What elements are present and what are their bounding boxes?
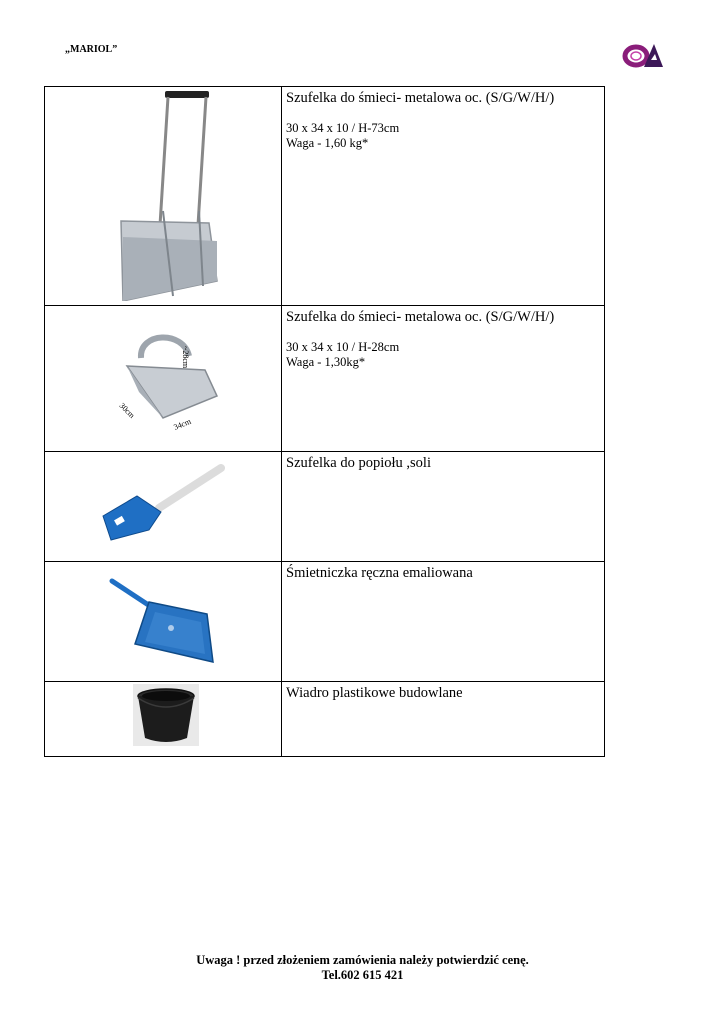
product-details-cell bbox=[282, 452, 605, 562]
metal-dustpan-icon bbox=[113, 326, 225, 438]
product-dimensions: 30 x 34 x 10 / H-73cm bbox=[286, 121, 400, 135]
product-image-cell bbox=[45, 682, 282, 757]
footer-phone: Tel.602 615 421 bbox=[321, 968, 404, 982]
product-details-cell bbox=[282, 562, 605, 682]
product-table bbox=[44, 86, 605, 757]
product-details-cell bbox=[282, 306, 605, 452]
product-name: Śmietniczka ręczna emaliowana bbox=[286, 565, 473, 581]
product-image-cell bbox=[45, 87, 282, 306]
product-row bbox=[45, 306, 605, 452]
product-details-cell bbox=[282, 87, 605, 306]
height-label: ~28cm bbox=[181, 346, 190, 369]
product-details-cell bbox=[282, 682, 605, 757]
product-dimensions: 30 x 34 x 10 / H-28cm bbox=[286, 340, 400, 354]
enamel-dustpan-icon bbox=[109, 578, 219, 666]
product-weight: Waga - 1,30kg* bbox=[286, 355, 366, 369]
product-image-cell bbox=[45, 306, 282, 452]
product-name: Wiadro plastikowe budowlane bbox=[286, 685, 463, 701]
footer-note: Uwaga ! przed złożeniem zamówienia należy potwierdzić cenę. bbox=[196, 953, 529, 967]
long-handle-metal-dustpan-icon bbox=[113, 91, 225, 301]
width-label: 34cm bbox=[172, 416, 193, 432]
product-weight: Waga - 1,60 kg* bbox=[286, 136, 369, 150]
product-row bbox=[45, 452, 605, 562]
product-row bbox=[45, 87, 605, 306]
depth-label: 30cm bbox=[117, 401, 137, 420]
mariol-logo-icon bbox=[622, 40, 666, 70]
product-row bbox=[45, 562, 605, 682]
product-name: Szufelka do popiołu ,soli bbox=[286, 455, 431, 471]
product-row bbox=[45, 682, 605, 757]
product-image-cell bbox=[45, 452, 282, 562]
product-name: Szufelka do śmieci- metalowa oc. (S/G/W/H/) bbox=[286, 90, 555, 106]
bucket-icon bbox=[133, 684, 199, 746]
product-image-cell bbox=[45, 562, 282, 682]
product-name: Szufelka do śmieci- metalowa oc. (S/G/W/H/) bbox=[286, 309, 555, 325]
brand-name: „MARIOL” bbox=[65, 44, 118, 55]
ash-shovel-icon bbox=[101, 464, 227, 544]
